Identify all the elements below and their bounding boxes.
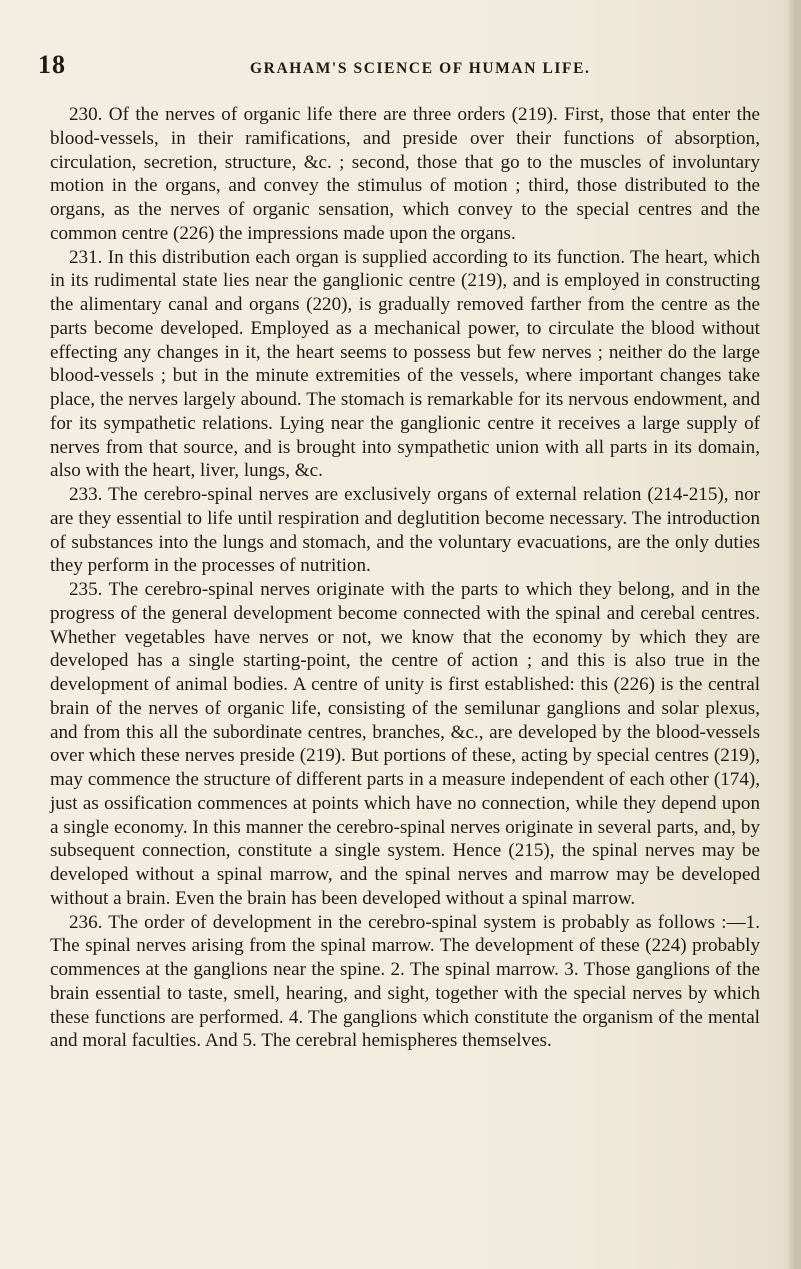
- body-text: [50, 103, 760, 1053]
- paragraph-236: 236. The order of development in the cerebro-spinal system is probably as follows :—1. The spinal nerves arising from the spinal marrow. The development of these (224) probably commences at the ganglions near the spine. 2. The spinal marrow. 3. Those ganglions of the brain essential to taste, smell, hearing, and sight, together with the special nerves by which these functions are performed. 4. The ganglions which constitute the organism of the mental and moral faculties. And 5. The cerebral hemispheres themselves.: [50, 911, 760, 1052]
- page-edge-shadow: [787, 0, 801, 1269]
- paragraph-235: 235. The cerebro-spinal nerves originate with the parts to which they belong, and in the progress of the general development become connected with the spinal and cerebal centres. Whether vegetables have nerves or not, we know that the economy by which they are developed has a single starting-point, the centre of action ; and this is also true in the development of animal bodies. A centre of unity is first established: this (226) is the central brain of the nerves of organic life, consisting of the semilunar ganglions and solar plexus, and from this all the subordinate centres, branches, &c., are developed by the blood-vessels over which these nerves preside (219). But portions of these, acting by special centres (219), may commence the structure of different parts in a measure independent of each other (174), just as ossification commences at points which have no connection, while they depend upon a single economy. In this manner the cerebro-spinal nerves originate in several parts, and, by subsequent connection, constitute a single system. Hence (215), the spinal nerves may be developed without a spinal marrow, and the spinal nerves and marrow may be developed without a brain. Even the brain has been developed without a spinal marrow.: [50, 579, 760, 909]
- paragraph-233: 233. The cerebro-spinal nerves are exclusively organs of external relation (214-215), nor are they essential to life until respiration and deglutition become necessary. The introduction of substances into the lungs and stomach, and the voluntary evacuations, are the only duties they perform in the processes of nutrition.: [50, 484, 760, 577]
- page-header: [0, 46, 801, 86]
- running-title: GRAHAM'S SCIENCE OF HUMAN LIFE.: [250, 60, 591, 77]
- paragraph-230: 230. Of the nerves of organic life there are three orders (219). First, those that enter the blood-vessels, in their ramifications, and preside over their functions of absorption, circulation, secretion, structure, &c. ; second, those that go to the muscles of involuntary motion in the organs, and convey the stimulus of motion ; third, those distributed to the organs, as the nerves of organic sensation, which convey to the special centres and the common centre (226) the impressions made upon the organs.: [50, 104, 760, 244]
- page-number: 18: [38, 50, 66, 79]
- paragraph-231: 231. In this distribution each organ is supplied according to its function. The heart, which in its rudimental state lies near the ganglionic centre (219), and is employed in constructing the alimentary canal and organs (220), is gradually removed farther from the centre as the parts become developed. Employed as a mechanical power, to circulate the blood without effecting any changes in it, the heart seems to possess but few nerves ; neither do the large blood-vessels ; but in the minute extremities of the vessels, where important changes take place, the nerves largely abound. The stomach is remarkable for its nervous endowment, and for its sympathetic relations. Lying near the ganglionic centre it receives a large supply of nerves from that source, and is brought into sympathetic union with all parts in its domain, also with the heart, liver, lungs, &c.: [50, 246, 760, 482]
